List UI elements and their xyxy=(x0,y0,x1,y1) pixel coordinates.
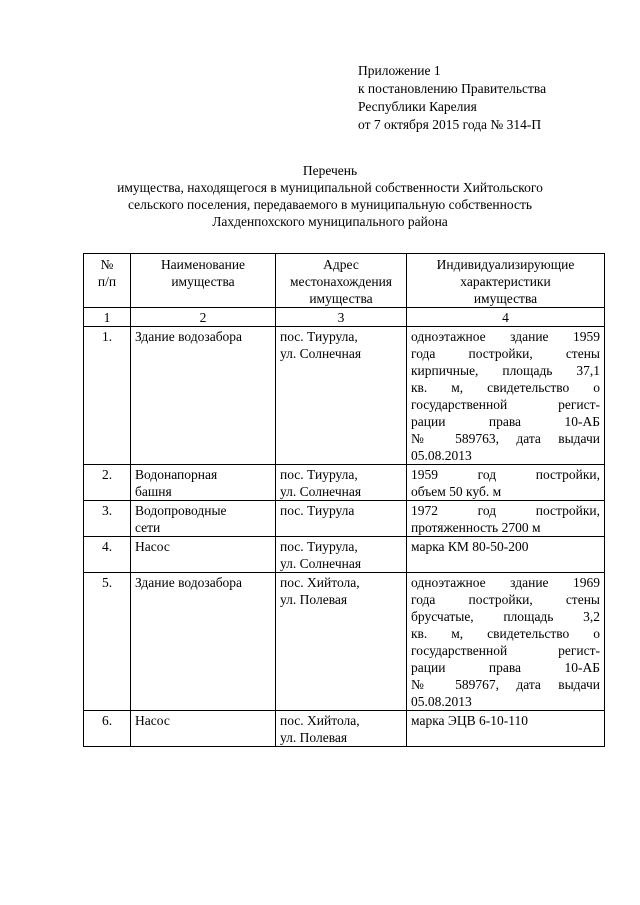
address-cell-line: пос. Хийтола, xyxy=(280,575,360,590)
address-cell-line: ул. Солнечная xyxy=(280,556,362,571)
details-cell xyxy=(407,573,605,711)
property-name-cell-line: Насос xyxy=(135,539,170,554)
details-cell-line: марка КМ 80-50-200 xyxy=(411,539,529,554)
row-number-cell: 2. xyxy=(84,465,131,501)
address-cell-line: ул. Полевая xyxy=(280,730,348,745)
table-row xyxy=(84,537,605,573)
address-cell xyxy=(276,711,407,747)
property-name-cell-line: башня xyxy=(135,484,172,499)
address-cell-line: пос. Тиурула, xyxy=(280,539,358,554)
address-cell-line: ул. Солнечная xyxy=(280,484,362,499)
address-cell xyxy=(276,573,407,711)
property-name-cell xyxy=(131,327,276,465)
details-cell xyxy=(407,465,605,501)
details-cell-line: 1959 год постройки, xyxy=(411,467,600,482)
appendix-line: к постановлению Правительства xyxy=(358,81,547,96)
appendix-line: Республики Карелия xyxy=(358,99,477,114)
title-line: сельского поселения, передаваемого в муниципальную собственность xyxy=(128,197,532,212)
details-cell-line: одноэтажное здание 1959 xyxy=(411,329,600,344)
address-cell-line: пос. Хийтола, xyxy=(280,713,360,728)
details-cell-line: кв. м, свидетельство о xyxy=(411,380,600,395)
document-title xyxy=(60,162,600,230)
column-index-cell: 2 xyxy=(131,308,276,327)
header-row xyxy=(84,254,605,308)
property-name-cell-line: Водопроводные xyxy=(135,503,227,518)
appendix-block xyxy=(358,62,546,134)
table-row xyxy=(84,573,605,711)
address-cell-line: пос. Тиурула, xyxy=(280,329,358,344)
address-cell xyxy=(276,501,407,537)
row-number-cell: 1. xyxy=(84,327,131,465)
property-name-cell-line: сети xyxy=(135,520,161,535)
details-cell-line: одноэтажное здание 1969 xyxy=(411,575,600,590)
column-index-cell: 1 xyxy=(84,308,131,327)
row-number-cell: 4. xyxy=(84,537,131,573)
property-name-cell xyxy=(131,501,276,537)
column-index-cell: 4 xyxy=(407,308,605,327)
address-cell xyxy=(276,537,407,573)
details-cell-line: № 589767, дата выдачи xyxy=(411,677,600,692)
details-cell-line: объем 50 куб. м xyxy=(411,484,502,499)
details-cell-line: рации права 10-АБ xyxy=(411,414,600,429)
details-cell-line: рации права 10-АБ xyxy=(411,660,600,675)
property-name-cell xyxy=(131,711,276,747)
appendix-line: Приложение 1 xyxy=(358,63,441,78)
details-cell xyxy=(407,711,605,747)
row-number-cell: 3. xyxy=(84,501,131,537)
table-row xyxy=(84,501,605,537)
details-cell-line: кирпичные, площадь 37,1 xyxy=(411,363,600,378)
details-cell-line: государственной регист- xyxy=(411,397,600,412)
property-name-cell-line: Здание водозабора xyxy=(135,575,243,590)
property-name-cell xyxy=(131,465,276,501)
appendix-line: от 7 октября 2015 года № 314-П xyxy=(358,117,542,132)
details-cell-line: 05.08.2013 xyxy=(411,448,472,463)
details-cell-line: государственной регист- xyxy=(411,643,600,658)
property-name-cell-line: Насос xyxy=(135,713,170,728)
details-cell-line: марка ЭЦВ 6-10-110 xyxy=(411,713,528,728)
title-line: Перечень xyxy=(302,163,358,178)
details-cell xyxy=(407,537,605,573)
header-cell-number: № п/п xyxy=(84,254,131,308)
details-cell-line: брусчатые, площадь 3,2 xyxy=(411,609,600,624)
header-cell-name: Наименование имущества xyxy=(131,254,276,308)
property-name-cell-line: Здание водозабора xyxy=(135,329,243,344)
details-cell xyxy=(407,501,605,537)
details-cell-line: года постройки, стены xyxy=(411,592,600,607)
property-table xyxy=(83,253,605,747)
column-index-row xyxy=(84,308,605,327)
address-cell-line: ул. Полевая xyxy=(280,592,348,607)
details-cell-line: кв. м, свидетельство о xyxy=(411,626,600,641)
column-index-cell: 3 xyxy=(276,308,407,327)
details-cell-line: 05.08.2013 xyxy=(411,694,472,709)
address-cell-line: ул. Солнечная xyxy=(280,346,362,361)
header-cell-details: Индивидуализирующие характеристики имущества xyxy=(407,254,605,308)
title-line: имущества, находящегося в муниципальной собственности Хийтольского xyxy=(117,180,543,195)
details-cell-line: 1972 год постройки, xyxy=(411,503,600,518)
table-row xyxy=(84,327,605,465)
table-row xyxy=(84,465,605,501)
details-cell-line: протяженность 2700 м xyxy=(411,520,541,535)
row-number-cell: 5. xyxy=(84,573,131,711)
title-line: Лахденпохского муниципального района xyxy=(212,214,448,229)
details-cell xyxy=(407,327,605,465)
table-row xyxy=(84,711,605,747)
address-cell-line: пос. Тиурула, xyxy=(280,467,358,482)
address-cell-line: пос. Тиурула xyxy=(280,503,355,518)
address-cell xyxy=(276,327,407,465)
row-number-cell: 6. xyxy=(84,711,131,747)
header-cell-address: Адрес местонахождения имущества xyxy=(276,254,407,308)
details-cell-line: года постройки, стены xyxy=(411,346,600,361)
property-name-cell xyxy=(131,573,276,711)
details-cell-line: № 589763, дата выдачи xyxy=(411,431,600,446)
property-name-cell-line: Водонапорная xyxy=(135,467,218,482)
property-name-cell xyxy=(131,537,276,573)
address-cell xyxy=(276,465,407,501)
